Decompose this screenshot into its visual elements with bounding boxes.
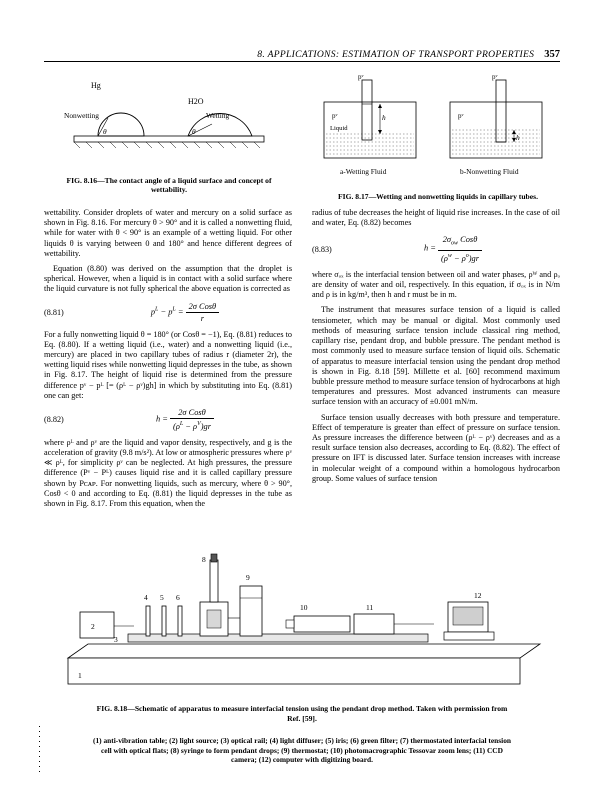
equation-8-82-expression: h = $\frac{\text{2σ Cosθ}}{(\rho^L - \rho^V)gr}$ bbox=[78, 407, 292, 432]
svg-text:Wetting: Wetting bbox=[206, 111, 230, 120]
header-rule bbox=[44, 61, 560, 62]
paragraph-left-4: where ρᴸ and ρᵛ are the liquid and vapor density, respectively, and g is the acceleration of gravity (9.8 m/s²). At low or atmospheric pressures where ρᵛ ≪ ρᴸ, for simplicity ρᵛ can be neglected. At high pressures, the pressure difference (Pᵛ − Pᴸ) causes liquid rise and it is called capillary pressure shown by Pᴄᴀᴘ. For nonwetting liquids, such as mercury, where θ > 90°, Cosθ < 0 and according to Eq. (8.81) the liquid depresses in the tube as shown in Fig. 8.17. From this equation, when the bbox=[44, 437, 292, 509]
svg-text:8: 8 bbox=[202, 555, 206, 564]
figure-8-18-caption: FIG. 8.18—Schematic of apparatus to measure interfacial tension using the pendant drop method. Taken with permission from Ref. [59]. bbox=[96, 704, 508, 723]
svg-text:θ: θ bbox=[192, 127, 196, 136]
page-number: 357 bbox=[544, 49, 560, 60]
svg-text:Nonwetting: Nonwetting bbox=[64, 111, 99, 120]
svg-text:9: 9 bbox=[246, 573, 250, 582]
equation-8-81-expression: $p^L - p^L$ = $\frac{\text{2σ Cosθ}}{r}$ bbox=[78, 301, 292, 324]
equation-8-83-expression: h = $\frac{2\sigma_{ow} Cos\theta}{(\rho^w - \rho^o)gr}$ bbox=[346, 234, 560, 263]
svg-text:3: 3 bbox=[114, 635, 118, 644]
svg-text:11: 11 bbox=[366, 603, 374, 612]
paragraph-left-3: For a fully nonwetting liquid θ = 180° (or Cosθ = −1), Eq. (8.81) reduces to Eq. (8.80). If a wetting liquid (i.e., water) and a nonwetting liquid (i.e., mercury) are placed in two capillary tubes of radius r (diameter 2r), the wetting liquid rises while nonwetting liquid depresses in the tube, as shown in Fig. 8.17. The height of liquid rise is determined from the pressure difference pᵛ − pᴸ [= (ρᴸ − ρᵛ)gh] in which by substituting into Eq. (8.81) one can get: bbox=[44, 329, 292, 400]
svg-text:6: 6 bbox=[176, 593, 180, 602]
svg-text:12: 12 bbox=[474, 591, 482, 600]
svg-text:pᵛ: pᵛ bbox=[458, 112, 464, 120]
running-head-title: 8. APPLICATIONS: ESTIMATION OF TRANSPORT PROPERTIES bbox=[257, 49, 535, 60]
paragraph-right-2: where σₒₓ is the interfacial tension between oil and water phases, ρᵂ and ρₒ are density of water and oil, respectively. In this equation, if σₒₓ is in N/m and ρ is in kg/m³, then h and r must be in m. bbox=[312, 269, 560, 300]
svg-text:θ: θ bbox=[103, 127, 107, 136]
equation-8-83 bbox=[312, 234, 560, 263]
equation-8-83-tag: (8.83) bbox=[312, 244, 332, 254]
svg-text:pᵛ: pᵛ bbox=[332, 112, 338, 120]
svg-text:4: 4 bbox=[144, 593, 148, 602]
svg-text:b-Nonwetting Fluid: b-Nonwetting Fluid bbox=[460, 167, 519, 176]
svg-text:5: 5 bbox=[160, 593, 164, 602]
svg-text:h: h bbox=[382, 113, 386, 122]
figure-8-18-legend: (1) anti-vibration table; (2) light source; (3) optical rail; (4) light diffuser; (5) iris; (6) green filter; (7) thermostated interfacial tension cell with optical flats; (8) syringe to form pendant drops; (9) thermostat; (10) photomacrographic Tessovar zoom lens; (11) CCD camera; (12) computer with digitizing board. bbox=[92, 736, 512, 765]
equation-8-82-tag: (8.82) bbox=[44, 414, 64, 424]
figure-8-16-caption: FIG. 8.16—The contact angle of a liquid surface and concept of wettability. bbox=[66, 176, 272, 195]
equation-8-81 bbox=[44, 301, 292, 324]
equation-8-82 bbox=[44, 407, 292, 432]
figure-8-18 bbox=[50, 540, 556, 700]
svg-text:a-Wetting Fluid: a-Wetting Fluid bbox=[340, 167, 387, 176]
paragraph-right-3: The instrument that measures surface tension of a liquid is called tensiometer, which may be manual or digital. Most commonly used methods of measuring surface tension include classical ring method, capillary rise, pendant drop, and bubble pressure. The pendant method is most commonly used to measure surface tension of liquid oils. Schematic of apparatus to measure interfacial tension using the pendant drop method is shown in Fig. 8.18 [59]. Millette et al. [60] recommend maximum bubble pressure method to measure surface tension of hydrocarbons at high temperatures and pressures. Most advanced instruments can measure surface tension with an accuracy of ±0.001 mN/m. bbox=[312, 305, 560, 407]
figure-8-16 bbox=[56, 74, 282, 170]
paragraph-left-1: wettability. Consider droplets of water and mercury on a solid surface as shown in Fig. 8.16. For mercury θ > 90° and it is called a nonwetting fluid, while for water with θ < 90° is an example of a wetting liquid. For other liquids θ is varying between 0 and 180° and hence different degrees of wettability. bbox=[44, 208, 292, 258]
svg-text:pᵛ: pᵛ bbox=[358, 74, 364, 81]
right-column bbox=[312, 208, 560, 484]
paragraph-left-2: Equation (8.80) was derived on the assumption that the droplet is spherical. However, when a liquid is in contact with a solid surface where the liquid curvature is not fully spherical the above equation is corrected as bbox=[44, 264, 292, 294]
equation-8-81-tag: (8.81) bbox=[44, 307, 64, 317]
running-head bbox=[0, 49, 604, 60]
margin-tick-marks bbox=[39, 726, 40, 772]
paragraph-right-4: Surface tension usually decreases with both pressure and temperature. Effect of temperature is greater than effect of pressure on surface tension. As pressure increases the difference between (ρᴸ − ρᵛ) decreases and as a result surface tension also decreases, according to Eq. (8.82). The effect of pressure on IFT is discussed later. Surface tension increases with increase in molecular weight of a compound within a homologous hydrocarbon group. Some values of surface tension bbox=[312, 412, 560, 483]
paragraph-right-1: radius of tube decreases the height of liquid rise increases. In the case of oil and water, Eq. (8.82) becomes bbox=[312, 208, 560, 228]
svg-text:1: 1 bbox=[78, 671, 82, 680]
figure-8-17 bbox=[318, 74, 558, 186]
svg-text:pᵛ: pᵛ bbox=[492, 74, 498, 81]
svg-text:Liquid: Liquid bbox=[330, 125, 348, 132]
svg-text:Hg: Hg bbox=[91, 81, 101, 90]
svg-text:h: h bbox=[516, 133, 520, 142]
svg-text:2: 2 bbox=[91, 622, 95, 631]
svg-text:10: 10 bbox=[300, 603, 308, 612]
figure-8-17-caption: FIG. 8.17—Wetting and nonwetting liquids in capillary tubes. bbox=[337, 192, 538, 201]
svg-text:H2O: H2O bbox=[188, 97, 204, 106]
left-column bbox=[44, 208, 292, 509]
